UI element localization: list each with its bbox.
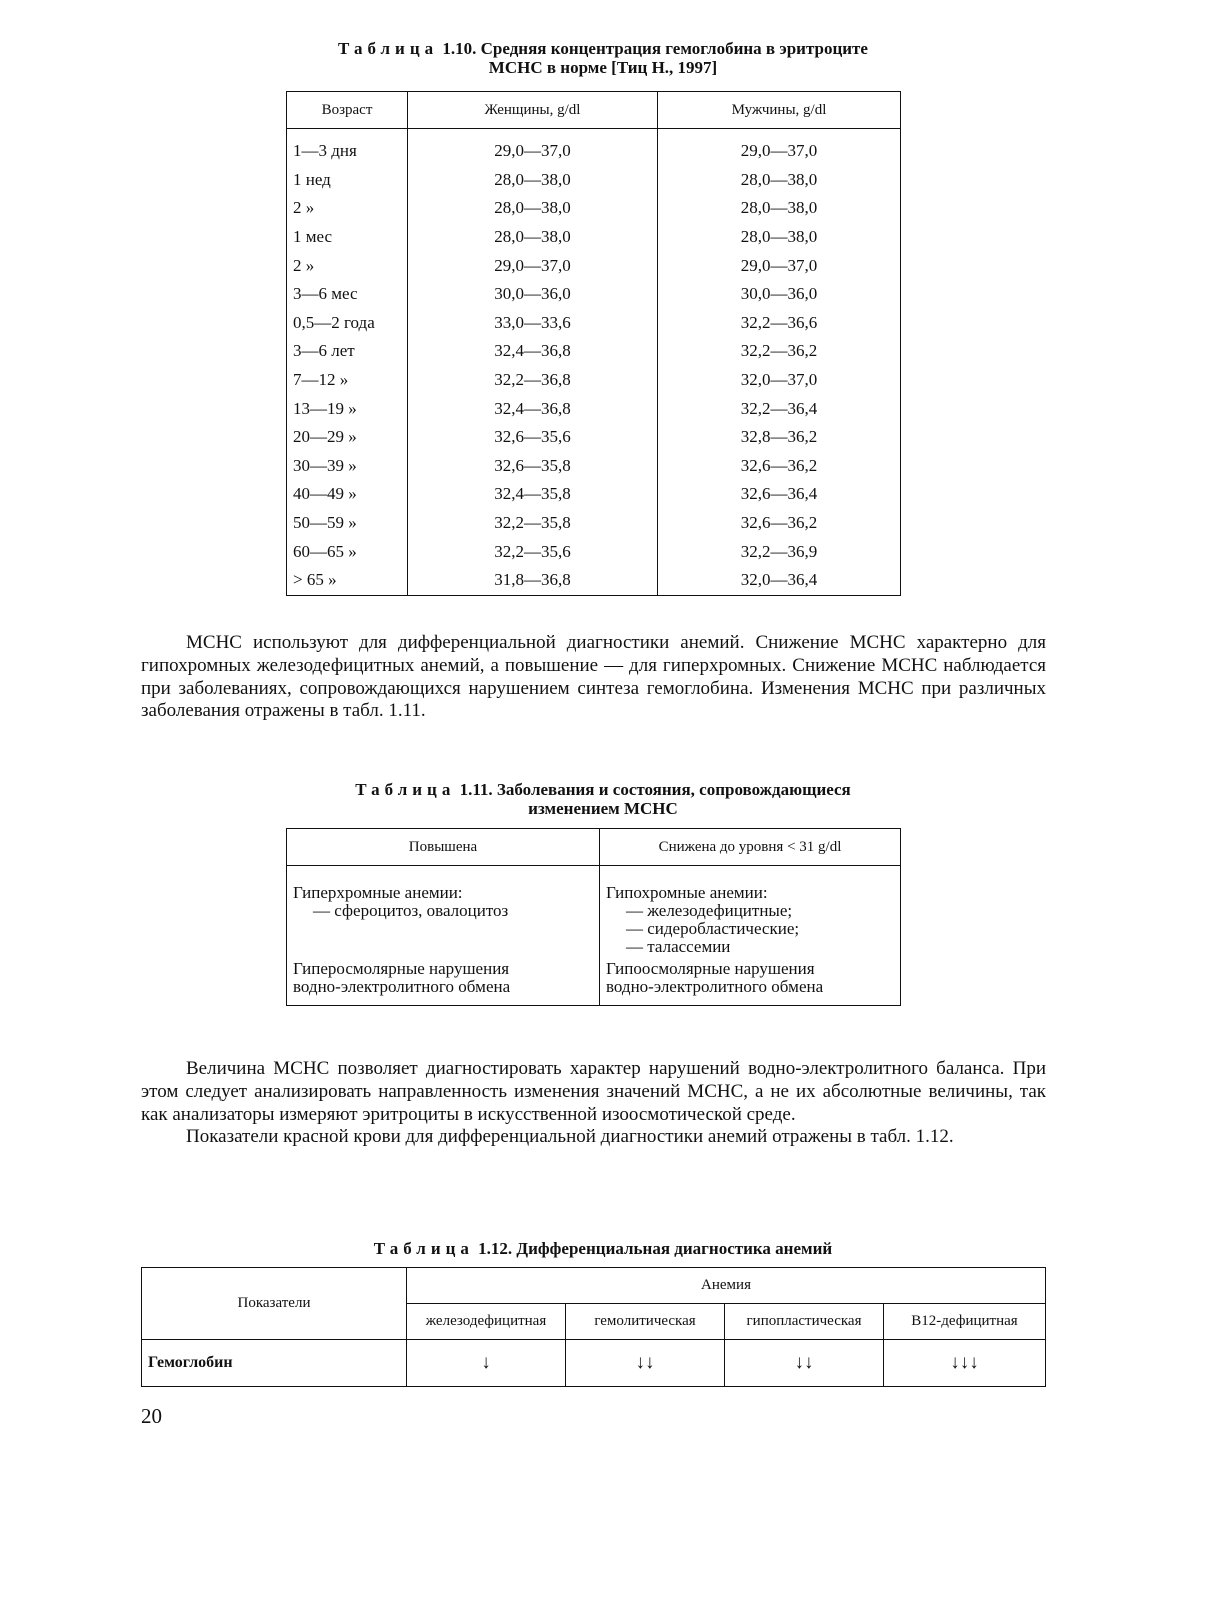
col-header-anemia: Анемия xyxy=(407,1268,1046,1304)
table-row xyxy=(287,960,901,1006)
paragraph-2-3 xyxy=(141,1058,1046,1149)
col-header-women: Женщины, g/dl xyxy=(408,92,658,129)
table-cell: 32,2—36,8 xyxy=(408,366,658,395)
table-110 xyxy=(286,91,901,596)
down-arrow-value: ↓↓ xyxy=(566,1340,725,1387)
col-header-age: Возраст xyxy=(287,92,408,129)
table-row xyxy=(287,452,901,481)
table-label: Таблица xyxy=(338,39,439,58)
table-112-caption xyxy=(0,1239,1206,1258)
down-arrow-value: ↓↓↓ xyxy=(884,1340,1046,1387)
table-cell: 32,8—36,2 xyxy=(740,427,818,447)
cell-line: Гиперосмолярные нарушения xyxy=(293,959,510,978)
table-label: Таблица xyxy=(373,1239,474,1258)
table-cell: > 65 » xyxy=(287,566,408,595)
table-row xyxy=(287,337,901,366)
table-cell: 32,4—36,8 xyxy=(408,394,658,423)
table-row xyxy=(287,366,901,395)
table-row xyxy=(287,509,901,538)
table-row xyxy=(287,566,901,595)
table-cell: 1 нед xyxy=(287,166,408,195)
table-header-row xyxy=(142,1268,1046,1304)
table-cell: 29,0—37,0 xyxy=(408,129,658,166)
cell-line: Гипохромные анемии: xyxy=(606,883,768,902)
table-cell: 0,5—2 года xyxy=(287,309,408,338)
table-cell: 20—29 » xyxy=(287,423,408,452)
table-cell xyxy=(287,960,600,1006)
table-header-row xyxy=(287,92,901,129)
table-cell: 2 » xyxy=(287,251,408,280)
table-cell: 32,4—35,8 xyxy=(408,480,658,509)
table-row xyxy=(287,394,901,423)
col-header-increased: Повышена xyxy=(287,829,600,866)
col-header-decreased: Снижена до уровня < 31 g/dl xyxy=(600,829,901,866)
col-header-hypoplastic: гипопластическая xyxy=(725,1304,884,1340)
col-header-hemolytic: гемолитическая xyxy=(566,1304,725,1340)
table-cell: 32,6—36,4 xyxy=(740,484,818,504)
table-cell: 32,2—36,6 xyxy=(740,312,818,332)
table-row xyxy=(287,537,901,566)
paragraph-1 xyxy=(141,632,1046,723)
table-cell: 13—19 » xyxy=(287,394,408,423)
cell-line: водно-электролитного обмена xyxy=(606,977,824,996)
cell-line: — железодефицитные; xyxy=(626,901,793,920)
table-cell: 60—65 » xyxy=(287,537,408,566)
table-cell: 40—49 » xyxy=(287,480,408,509)
table-cell: 32,6—36,2 xyxy=(740,513,818,533)
table-cell: 2 » xyxy=(287,194,408,223)
table-cell: 7—12 » xyxy=(287,366,408,395)
table-cell: 32,2—35,8 xyxy=(408,509,658,538)
table-cell xyxy=(600,960,901,1006)
table-cell: 28,0—38,0 xyxy=(408,194,658,223)
cell-line: Гиперхромные анемии: xyxy=(293,883,463,902)
col-header-men: Мужчины, g/dl xyxy=(658,92,901,129)
col-header-iron-deficiency: железодефицитная xyxy=(407,1304,566,1340)
page-number: 20 xyxy=(141,1404,162,1428)
cell-line: — сфероцитоз, овалоцитоз xyxy=(313,901,509,920)
table-cell: 31,8—36,8 xyxy=(408,566,658,595)
table-cell: 32,0—36,4 xyxy=(740,570,818,590)
table-title-line2: MCHC в норме [Тиц Н., 1997] xyxy=(488,58,718,77)
table-title: Дифференциальная диагностика анемий xyxy=(516,1239,833,1258)
table-cell: 28,0—38,0 xyxy=(740,198,818,218)
table-cell: 32,2—36,4 xyxy=(740,398,818,418)
table-number: 1.12. xyxy=(478,1239,513,1258)
table-row xyxy=(287,309,901,338)
cell-line: водно-электролитного обмена xyxy=(293,977,511,996)
col-header-indicators: Показатели xyxy=(142,1268,407,1340)
table-row xyxy=(287,223,901,252)
table-cell: 29,0—37,0 xyxy=(408,251,658,280)
table-cell: 28,0—38,0 xyxy=(408,166,658,195)
cell-line: — сидеробластические; xyxy=(626,919,800,938)
paragraph-text: Показатели красной крови для дифференциальной диагностики анемий отражены в табл. 1.12. xyxy=(186,1126,954,1148)
table-row xyxy=(287,194,901,223)
table-cell: 28,0—38,0 xyxy=(740,169,818,189)
table-cell: 30,0—36,0 xyxy=(408,280,658,309)
paragraph-text: Величина MCHC позволяет диагностировать характер нарушений водно-электролитного баланса. При этом следует анализировать направленность изменения значений MCHC, а не их абсолютные величины, так как анализаторы измеряют эритроциты в искусственной изоосмотической среде. xyxy=(141,1058,1046,1125)
table-number: 1.11. xyxy=(459,780,493,799)
table-111-caption xyxy=(0,780,1206,818)
table-cell: 1 мес xyxy=(287,223,408,252)
table-cell: 32,6—35,6 xyxy=(408,423,658,452)
table-cell xyxy=(600,866,901,961)
table-body xyxy=(287,129,901,596)
down-arrow-value: ↓ xyxy=(407,1340,566,1387)
table-row xyxy=(287,251,901,280)
table-cell: 32,6—36,2 xyxy=(740,455,818,475)
row-label-hemoglobin: Гемоглобин xyxy=(142,1340,407,1387)
table-row xyxy=(287,166,901,195)
table-cell: 29,0—37,0 xyxy=(740,255,818,275)
table-cell: 32,6—35,8 xyxy=(408,452,658,481)
table-row xyxy=(287,129,901,166)
table-cell: 32,2—36,9 xyxy=(740,541,818,561)
table-header-row xyxy=(287,829,901,866)
table-title-line2: изменением MCHC xyxy=(528,799,678,818)
table-110-caption xyxy=(0,39,1206,77)
table-label: Таблица xyxy=(355,780,456,799)
table-cell: 28,0—38,0 xyxy=(408,223,658,252)
cell-line: Гипоосмолярные нарушения xyxy=(606,959,815,978)
table-row xyxy=(287,423,901,452)
table-row xyxy=(287,866,901,961)
table-row xyxy=(287,280,901,309)
table-cell: 29,0—37,0 xyxy=(740,141,818,161)
table-cell: 32,0—37,0 xyxy=(740,370,818,390)
table-cell: 32,2—35,6 xyxy=(408,537,658,566)
table-row xyxy=(142,1340,1046,1387)
table-title-line1: Заболевания и состояния, сопровождающиеся xyxy=(496,780,851,799)
table-number: 1.10. xyxy=(442,39,477,58)
col-header-b12-deficiency: B12-дефицитная xyxy=(884,1304,1046,1340)
down-arrow-value: ↓↓ xyxy=(725,1340,884,1387)
table-row xyxy=(287,480,901,509)
table-cell: 3—6 лет xyxy=(287,337,408,366)
table-cell: 32,4—36,8 xyxy=(408,337,658,366)
table-title-line1: Средняя концентрация гемоглобина в эритроците xyxy=(480,39,868,58)
table-cell: 30—39 » xyxy=(287,452,408,481)
table-cell: 1—3 дня xyxy=(287,129,408,166)
table-cell: 3—6 мес xyxy=(287,280,408,309)
paragraph-text: MCHC используют для дифференциальной диагностики анемий. Снижение MCHC характерно для гипохромных железодефицитных анемий, а повышение — для гиперхромных. Снижение MCHC наблюдается при заболеваниях, сопровождающихся нарушением синтеза гемоглобина. Изменения MCHC при различных заболевания отражены в табл. 1.11. xyxy=(141,632,1046,722)
table-cell: 50—59 » xyxy=(287,509,408,538)
table-112 xyxy=(141,1267,1046,1387)
table-cell xyxy=(287,866,600,961)
table-cell: 32,2—36,2 xyxy=(740,341,818,361)
table-cell: 33,0—33,6 xyxy=(408,309,658,338)
table-cell: 30,0—36,0 xyxy=(740,284,818,304)
cell-line: — талассемии xyxy=(626,937,731,956)
table-cell: 28,0—38,0 xyxy=(740,227,818,247)
table-111 xyxy=(286,828,901,1006)
